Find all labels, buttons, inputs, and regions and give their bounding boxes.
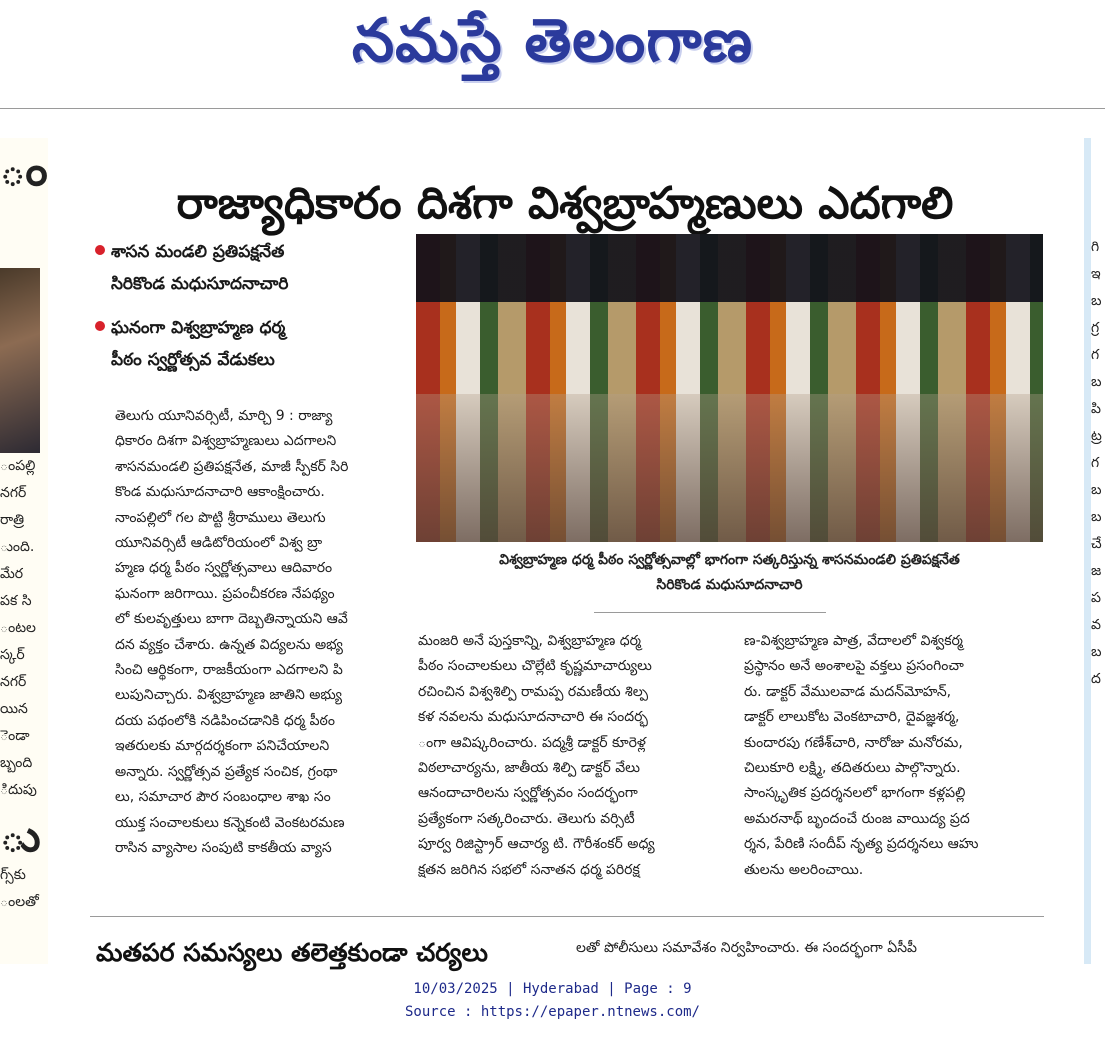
article-column-1 [115,404,393,912]
fragment-line: బ్బంది [0,755,33,771]
right-adjacent-article [1084,138,1105,964]
article-line: విఠలాచార్యను, జాతీయ శిల్పి డాక్టర్ వేలు [418,760,640,777]
next-article-text: లతో పోలీసులు సమావేశం నిర్వహించారు. ఈ సందర్భంగా ఏసీపీ [576,940,917,956]
article-line: సాంస్కృతిక ప్రదర్శనలలో భాగంగా కళ్లపల్లి [744,785,966,802]
fragment-line: మేర [0,566,24,582]
article-line: ఆనందాచారిలను స్వర్ణోత్సవం సందర్భంగా [418,785,638,802]
article-line: కుందారపు గణేశ్‌చారి, నారోజు మనోరమ, [744,734,963,751]
section-divider [90,916,1044,917]
news-photo [416,234,1043,542]
right-fragment-text [1091,138,1105,693]
caption-line: సిరికొండ మధుసూదనాచారి [656,577,803,593]
fragment-line: జ [1091,563,1102,579]
source-link[interactable]: Source : https://epaper.ntnews.com/ [404,1004,700,1020]
masthead [0,0,1105,109]
article-line: ణ-విశ్వబ్రాహ్మణ పాత్ర, వేదాలలో విశ్వకర్మ [744,633,963,649]
bullet-point [95,312,395,376]
left-fragment-big-letter: ు [0,811,41,862]
fragment-line: చే [1091,536,1102,552]
article-line: ఇతరులకు మార్గదర్శకంగా పనిచేయాలని [115,738,330,755]
article-line: లు, సమాచార పౌర సంబంధాల శాఖ సం [115,789,331,806]
fragment-line: బ [1091,374,1102,390]
article-line: తులను అలరించాయి. [744,861,864,878]
bullet-line: పీఠం స్వర్ణోత్సవ వేడుకలు [111,350,275,370]
article-line: ఘనంగా జరిగాయి. ప్రపంచీకరణ నేపథ్యం [115,585,335,602]
article-line: ప్రత్యేకంగా సత్కరించారు. తెలుగు వర్సిటీ [418,810,635,827]
article-line: ప్రస్థానం అనే అంశాలపై వక్తలు ప్రసంగించా [744,658,964,675]
fragment-line: ంపల్లి [0,458,36,474]
article-line: అమరనాథ్ బృందంచే రుంజ వాయిద్య ప్రద [744,810,970,827]
fragment-line: గ్ర [1091,320,1100,336]
article-line: రు. డాక్టర్ వేములవాడ మదన్‌మోహన్, [744,683,952,700]
article-line: సించి ఆర్థికంగా, రాజకీయంగా ఎదగాలని పి [115,662,343,679]
article-line: ధికారం దిశగా విశ్వబ్రాహ్మణులు ఎదగాలని [115,433,337,450]
fragment-line: ఇ [1091,266,1101,282]
fragment-line: గ్స్‌కు [0,867,26,883]
fragment-line: ంలతో [0,894,39,910]
fragment-line: ట్ర [1091,428,1102,444]
article-line: రాసిన వ్యాసాల సంపుటి కాకతీయ వ్యాస [115,839,332,856]
article-line: యూనివర్సిటీ ఆడిటోరియంలో విశ్వ బ్రా [115,535,323,552]
article-line: కళ నవలను మధుసూదనాచారి ఈ సందర్భ [418,709,648,726]
fragment-line: యిన [0,701,28,717]
fragment-line: ిదుపు [0,782,37,798]
fragment-line: గ [1091,455,1100,471]
fragment-line: బ [1091,293,1102,309]
fragment-line: బ [1091,482,1102,498]
article-column-3 [744,629,1044,912]
photo-caption [416,548,1043,598]
article-line: క్షతన జరిగిన సభలో సనాతన ధర్మ పరిరక్ష [418,861,640,878]
fragment-line: వ [1091,617,1101,633]
article-line: హ్మణ ధర్మ పీఠం స్వర్ణోత్సవాలు ఆదివారం [115,560,333,577]
next-article-headline: మతపర సమస్యలు తలెత్తకుండా చర్యలు [96,938,488,967]
fragment-line: గ [1091,347,1100,363]
article-column-2 [418,629,718,912]
article-line: ంగా ఆవిష్కరించారు. పద్మశ్రీ డాక్టర్ కూరెళ్ల [418,734,646,751]
article-line: దయ పథంలోకి నడిపించడానికి ధర్మ పీఠం [115,712,335,729]
left-fragment-text [0,453,48,804]
article-line: అన్నారు. స్వర్ణోత్సవ ప్రత్యేక సంచిక, గ్రంథా [115,763,338,780]
fragment-line: స్కర్ [0,647,25,663]
article-line: డాక్టర్ లాలుకోట వెంకటాచారి, దైవజ్ఞశర్మ, [744,709,960,726]
bullet-point [95,236,395,300]
fragment-line: పక సి [0,593,32,609]
fragment-line: ెండా [0,728,30,744]
fragment-line: రాత్రి [0,512,25,528]
red-bullet-icon [95,321,105,331]
dateline: 10/03/2025 | Hyderabad | Page : 9 [413,981,692,997]
fragment-line: నగర్ [0,674,27,690]
caption-line: విశ్వబ్రాహ్మణ ధర్మ పీఠం స్వర్ణోత్సవాల్లో భాగంగా సత్కరిస్తున్న శాసనమండలి ప్రతిపక్షనేత [499,552,960,568]
article-line: యుక్త సంచాలకులు కన్నెకంటి వెంకటరమణ [115,814,345,831]
fragment-line: బ [1091,644,1102,660]
bullet-line: సిరికొండ మధుసూదనాచారి [111,274,289,294]
bullet-line: ఘనంగా విశ్వబ్రాహ్మణ ధర్మ [111,318,286,338]
fragment-line: ంటల [0,620,36,636]
subheading-bullets [95,236,395,388]
red-bullet-icon [95,245,105,255]
article-line: మంజరి అనే పుస్తకాన్ని, విశ్వబ్రాహ్మణ ధర్మ [418,633,642,649]
fragment-line: ద [1091,671,1101,687]
bullet-line: శాసన మండలి ప్రతిపక్షనేత [111,242,285,262]
fragment-line: గి [1091,239,1100,255]
fragment-line: పి [1091,401,1101,417]
newspaper-logo: నమస్తే తెలంగాణ [351,6,754,76]
article-headline: రాజ్యాధికారం దిశగా విశ్వబ్రాహ్మణులు ఎదగాలి [176,178,954,230]
fragment-line: ుంది. [0,539,35,555]
fragment-line: బ [1091,509,1102,525]
caption-divider [594,612,826,613]
article-line: దన వ్యక్తం చేశారు. ఉన్నత విద్యలను అభ్య [115,636,343,653]
article-line: కొండ మధుసూదనాచారి ఆకాంక్షించారు. [115,484,325,501]
article-line: లుపునిచ్చారు. విశ్వబ్రాహ్మణ జాతిని అభ్యు [115,687,343,704]
article-line: లో కులవృత్తులు బాగా దెబ్బతిన్నాయని ఆవే [115,611,348,628]
article-line: నాంపల్లిలో గల పొట్టి శ్రీరాములు తెలుగు [115,509,326,526]
left-adjacent-article [0,138,48,964]
article-line: చిలుకూరి లక్ష్మి, తదితరులు పాల్గొన్నారు. [744,760,961,777]
left-fragment-heading: ం [0,145,48,196]
article-line: శాసనమండలి ప్రతిపక్షనేత, మాజీ స్పీకర్ సిరి [115,458,349,475]
left-fragment-photo [0,268,40,453]
article-line: ర్శన, పేరిణి సందీప్ నృత్య ప్రదర్శనలు ఆహు [744,836,979,853]
left-fragment-bottom-text [0,862,48,916]
article-line: తెలుగు యూనివర్సిటీ, మార్చి 9 : రాజ్యా [115,408,333,424]
footer [0,978,1105,1024]
article-line: పీఠం సంచాలకులు చొల్లేటి కృష్ణమాచార్యులు [418,658,652,675]
article-line: పూర్వ రిజిస్ట్రార్ ఆచార్య టి. గౌరీశంకర్ అధ్య [418,836,655,853]
fragment-line: నగర్ [0,485,27,501]
article-line: రచించిన విశ్వశిల్పి రామప్ప రమణీయ శిల్ప [418,683,649,700]
fragment-line: ప [1091,590,1101,606]
